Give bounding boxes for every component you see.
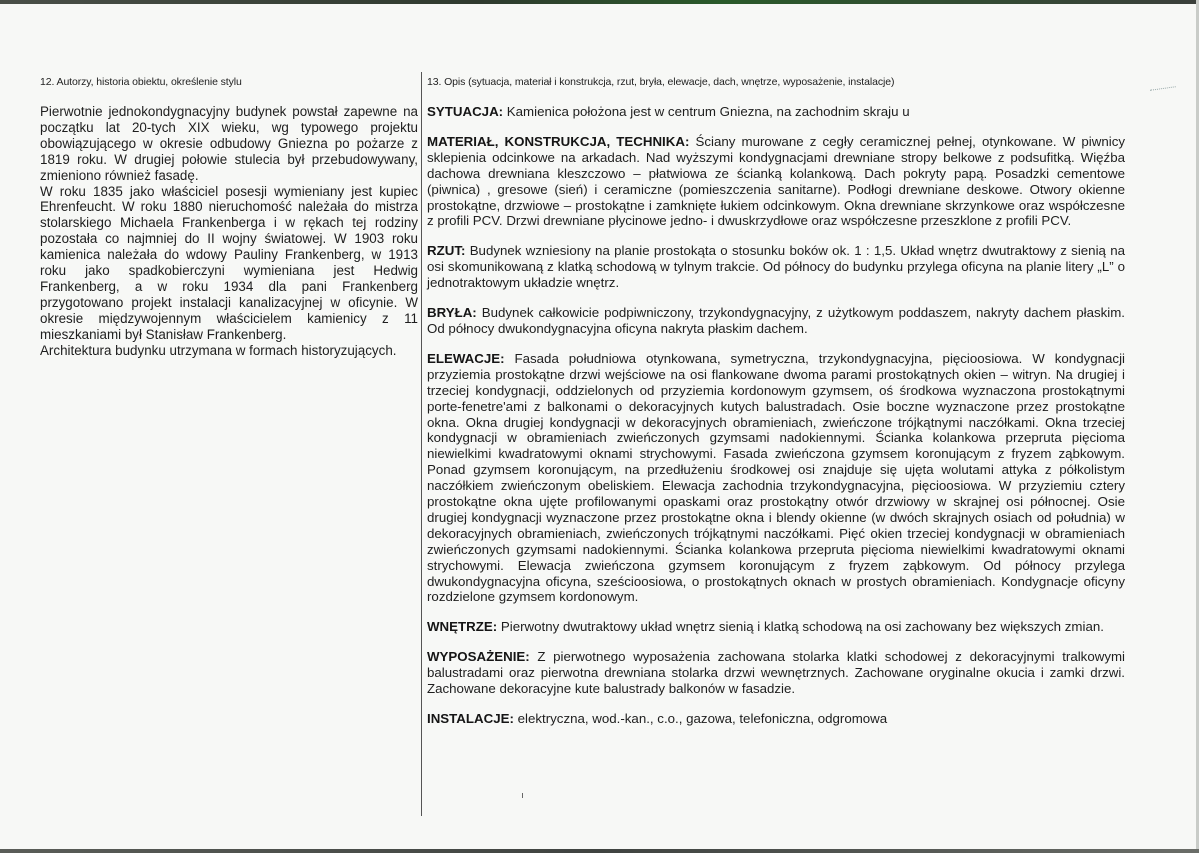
description-block-elevations <box>427 351 1125 606</box>
history-paragraph: Architektura budynku utrzymana w formach historyzujących. <box>40 342 397 358</box>
description-block-installations <box>427 711 1125 727</box>
block-label: SYTUACJA: <box>427 104 504 119</box>
block-text: Z pierwotnego wyposażenia zachowana stolarka klatki schodowej z dekoracyjnymi tralkowymi balustradami oraz pierwotna drewniana stolarka drzwi wewnętrznych. Zachowane oryginalne okucia i zamki drzwi. Zachowane dekoracyjne kute balustrady balkonów w fasadzie. <box>427 649 1125 697</box>
scan-bottom-edge <box>0 849 1199 853</box>
block-text: Kamienica położona jest w centrum Gniezna, na zachodnim skraju u <box>503 104 910 119</box>
description-block-situation <box>427 104 1125 120</box>
block-label: INSTALACJE: <box>427 711 514 726</box>
stray-mark <box>522 793 523 798</box>
description-block-massing <box>427 305 1125 337</box>
block-text: Budynek całkowicie podpiwniczony, trzykondygnacyjny, z użytkowym poddaszem, nakryty dachem płaskim. Od północy dwukondygnacyjna oficyna nakryta płaskim dachem. <box>427 305 1125 336</box>
block-text: Pierwotny dwutraktowy układ wnętrz sienią i klatką schodową na osi zachowany bez większych zmian. <box>497 619 1104 635</box>
block-text: Budynek wzniesiony na planie prostokąta o stosunku boków ok. 1 : 1,5. Układ wnętrz dwutraktowy z sienią na osi skomunikowaną z klatką schodową w tylnym trakcie. Od północy do budynku przylega oficyna na planie litery „L” o jednotraktowym układzie wnętrz. <box>427 243 1125 291</box>
description-block-material <box>427 134 1125 229</box>
description-block-plan <box>427 243 1125 291</box>
block-text: Ściany murowane z cegły ceramicznej pełnej, otynkowane. W piwnicy sklepienia odcinkowe na arkadach. Nad wyższymi kondygnacjami drewniane stropy belkowe z podsufitką. Więźba dachowa drewniana kleszczowo – płatwiowa ze ścianką kolankową. Dach pokryty papą. Posadzki cementowe (piwnica) , gresowe (sień) i ceramiczne (pomieszczenia sanitarne). Podłogi drewniane deskowe. Otwory okienne prostokątne, drzwiowe – prostokątne i zamknięte łukiem odcinkowym. Okna drewniane skrzynkowe oraz współczesne z profili PCV. Drzwi drewniane płycinowe jedno- i dwuskrzydłowe oraz współczesne przeszklone z profili PCV. <box>427 133 1125 229</box>
history-heading: 12. Autorzy, historia obiektu, określenie stylu <box>40 76 242 88</box>
block-label: WYPOSAŻENIE: <box>427 649 530 665</box>
block-label: ELEWACJE: <box>427 350 505 366</box>
description-heading: 13. Opis (sytuacja, materiał i konstrukcja, rzut, bryła, elewacje, dach, wnętrze, wyposażenie, instalacje) <box>427 76 895 88</box>
history-section <box>40 76 418 359</box>
block-label: WNĘTRZE: <box>427 619 498 635</box>
block-label: MATERIAŁ, KONSTRUKCJA, TECHNIKA: <box>427 133 690 149</box>
block-label: BRYŁA: <box>427 305 477 321</box>
history-paragraph: Pierwotnie jednokondygnacyjny budynek powstał zapewne na początku lat 20-tych XIX wieku, wg typowego projektu obowiązującego w okresie odbudowy Gniezna po pożarze z 1819 roku. W drugiej połowie stulecia był przebudowywany, zmieniono również fasadę. <box>40 104 418 183</box>
history-paragraph: W roku 1835 jako właściciel posesji wymieniany jest kupiec Ehrenfeucht. W roku 1880 nieruchomość należała do mistrza stolarskiego Michaela Frankenberga i w rękach tej rodziny pozostała co najmniej do II wojny światowej. W 1903 roku kamienica należała do wdowy Pauliny Frankenberg, w 1913 roku jako spadkobierczyni wymieniana jest Hedwig Frankenberg, a w roku 1934 dla pani Frankenberg przygotowano projekt instalacji kanalizacyjnej w oficynie. W okresie międzywojennym właścicielem kamienicy z 11 mieszkaniami był Stanisław Frankenberg. <box>40 183 418 342</box>
column-divider <box>421 72 422 816</box>
block-text: Fasada południowa otynkowana, symetryczna, trzykondygnacyjna, pięcioosiowa. W kondygnacji przyziemia prostokątne drzwi wejściowe na osi flankowane dwoma parami prostokątnych okien – witryn. Na drugiej i trzeciej kondygnacji, oddzielonych od przyziemia kordonowym gzymsem, oś środkowa wyznaczona prostokątnymi porte-fenetre'ami z balkonami o dekoracyjnych kutych balustradach. Osie boczne wyznaczone przez prostokątne okna. Okna drugiej kondygnacji w dekoracyjnych obramieniach, zwieńczone trójkątnymi naczółkami. Okna trzeciej kondygnacji w obramieniach zwieńczonych gzymsami nadokiennymi. Ścianka kolankowa przepruta pięcioma niewielkimi kwadratowymi oknami strychowymi. Fasada zwieńczona gzymsem koronującym z fryzem ząbkowym. Ponad gzymsem koronującym, na przedłużeniu środkowej osi znajduje się ujęta wolutami attyka z półkolistym naczółkiem zwieńczonym obeliskiem. Elewacja zachodnia trzykondygnacyjna, pięcioosiowa. W przyziemiu cztery prostokątne okna ujęte profilowanymi opaskami oraz prostokątny otwór drzwiowy w skrajnej osi północnej. Osie drugiej kondygnacji wyznaczone przez prostokątne okna i blendy okienne (w dwóch skrajnych osiach od południa) w dekoracyjnych obramieniach, zwieńczonych trójkątnymi naczółkami. Pięć okien trzeciej kondygnacji w obramieniach zwieńczonych gzymsami nadokiennymi. Ścianka kolankowa przepruta pięcioma niewielkimi kwadratowymi oknami strychowymi. Elewacja zwieńczona gzymsem koronującym z fryzem ząbkowym. Od północy przylega dwukondygnacyjna oficyna, sześcioosiowa, o prostokątnych oknach w prostych obramieniach. Kondygnacje oficyny rozdzielone gzymsem kordonowym. <box>427 350 1125 605</box>
description-block-interior <box>427 619 1125 635</box>
description-section <box>427 76 1125 741</box>
description-block-furnishings <box>427 649 1125 697</box>
block-label: RZUT: <box>427 243 466 259</box>
block-text: elektryczna, wod.-kan., c.o., gazowa, telefoniczna, odgromowa <box>513 711 888 726</box>
